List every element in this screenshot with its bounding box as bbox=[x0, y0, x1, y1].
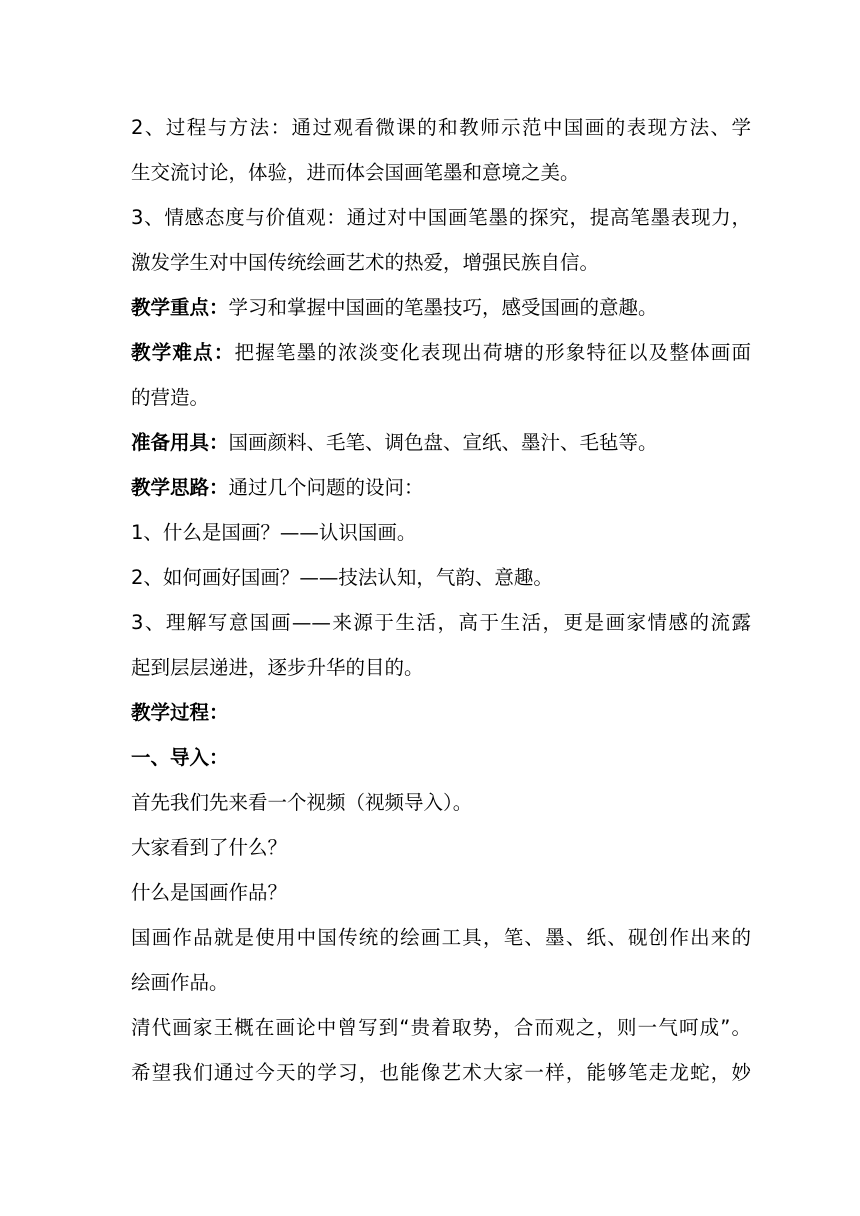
definition-line-2: 绘画作品。 bbox=[131, 971, 229, 994]
key-points-text: 学习和掌握中国画的笔墨技巧，感受国画的意趣。 bbox=[228, 296, 658, 319]
question-3-line-1: 3、理解写意国画——来源于生活，高于生活，更是画家情感的流露 bbox=[131, 611, 751, 634]
materials-text: 国画颜料、毛笔、调色盘、宣纸、墨汁、毛毡等。 bbox=[228, 431, 658, 454]
definition-line-1: 国画作品就是使用中国传统的绘画工具，笔、墨、纸、砚创作出来的 bbox=[131, 926, 751, 949]
question-3-line-2: 起到层层递进，逐步升华的目的。 bbox=[131, 656, 424, 679]
question-1: 1、什么是国画？——认识国画。 bbox=[131, 521, 417, 544]
difficulties-text-1: 把握笔墨的浓淡变化表现出荷塘的形象特征以及整体画面 bbox=[234, 341, 751, 364]
question-2: 2、如何画好国画？——技法认知，气韵、意趣。 bbox=[131, 566, 553, 589]
process-heading: 教学过程： bbox=[131, 701, 229, 724]
process-method-line-2: 生交流讨论，体验，进而体会国画笔墨和意境之美。 bbox=[131, 161, 580, 184]
intro-line-3: 什么是国画作品？ bbox=[131, 881, 288, 904]
emotion-line-1: 3、情感态度与价值观：通过对中国画笔墨的探究，提高笔墨表现力， bbox=[131, 206, 751, 229]
key-points-label: 教学重点： bbox=[131, 296, 229, 319]
intro-line-1: 首先我们先来看一个视频（视频导入）。 bbox=[131, 791, 473, 814]
difficulties-line-2: 的营造。 bbox=[131, 386, 210, 409]
materials-label: 准备用具： bbox=[131, 431, 229, 454]
emotion-line-2: 激发学生对中国传统绘画艺术的热爱，增强民族自信。 bbox=[131, 251, 600, 274]
approach-paragraph bbox=[131, 473, 751, 503]
approach-text: 通过几个问题的设问： bbox=[228, 476, 424, 499]
difficulties-line-1 bbox=[131, 338, 751, 368]
key-points-paragraph bbox=[131, 293, 751, 323]
quote-line-2: 希望我们通过今天的学习，也能像艺术大家一样，能够笔走龙蛇，妙 bbox=[131, 1061, 751, 1084]
difficulties-label: 教学难点： bbox=[131, 341, 235, 364]
quote-line-1: 清代画家王概在画论中曾写到“贵着取势，合而观之，则一气呵成”。 bbox=[131, 1016, 751, 1039]
materials-paragraph bbox=[131, 428, 751, 458]
intro-line-2: 大家看到了什么？ bbox=[131, 836, 288, 859]
intro-heading: 一、导入： bbox=[131, 746, 229, 769]
process-method-line-1: 2、过程与方法：通过观看微课的和教师示范中国画的表现方法、学 bbox=[131, 116, 751, 139]
approach-label: 教学思路： bbox=[131, 476, 229, 499]
